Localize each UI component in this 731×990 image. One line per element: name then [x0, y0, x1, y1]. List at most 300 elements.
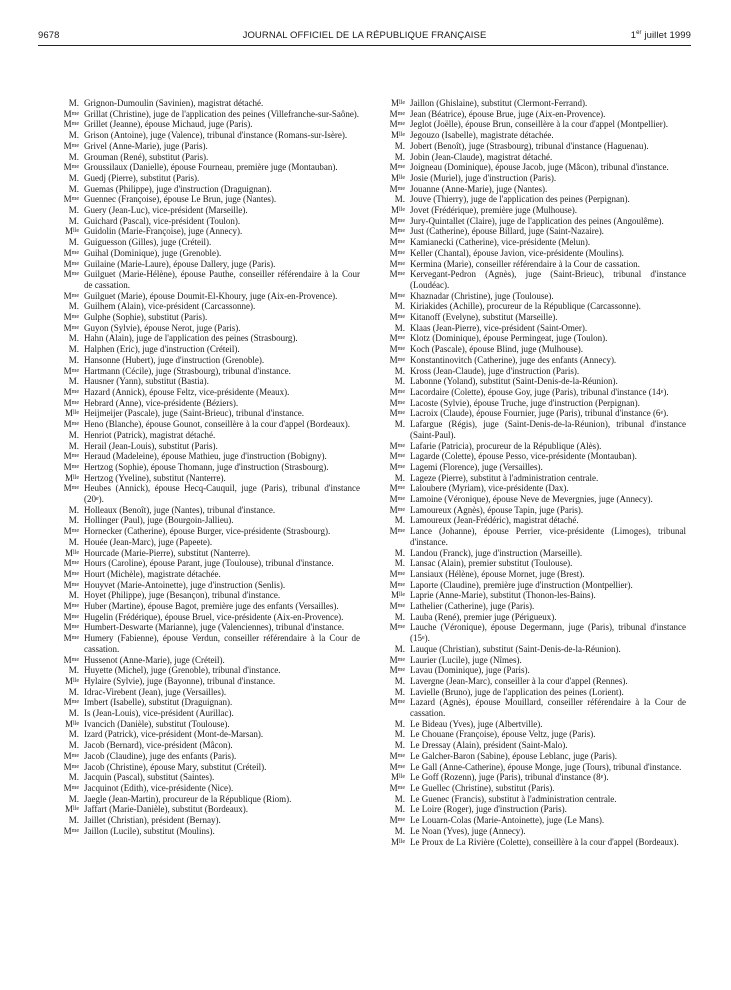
entry-text: Laporte (Claudine), première juge d'instruction (Montpellier).	[410, 579, 633, 590]
entry-text: Guilguet (Marie), épouse Doumit-El-Khoury, juge (Aix-en-Provence).	[84, 290, 338, 301]
list-item	[386, 729, 686, 740]
civility: $M^{me}$	[63, 783, 79, 793]
entry-text: Guyon (Sylvie), épouse Nerot, juge (Paris).	[84, 322, 241, 333]
entry-text: Hausner (Yann), substitut (Bastia).	[84, 376, 209, 387]
list-item	[386, 505, 686, 516]
civility: $M^{me}$	[389, 183, 405, 194]
civility: M.	[68, 205, 79, 216]
civility: $M^{me}$	[63, 386, 79, 397]
entry-text: Lamoine (Véronique), épouse Neve de Mevergnies, juge (Annecy).	[410, 494, 653, 505]
civility: $M^{me}$	[389, 568, 405, 579]
entry-text: Kervegant-Pedron (Agnès), juge (Saint-Brieuc), tribunal d'instance (Loudéac).	[410, 269, 686, 290]
entry-text: Le Bideau (Yves), juge (Albertville).	[410, 718, 543, 729]
entry-text: Jacob (Bernard), vice-président (Mâcon).	[84, 740, 233, 751]
civility: $M^{me}$	[63, 579, 79, 590]
civility: $M^{me}$	[389, 483, 405, 494]
entry-text: Guilaine (Marie-Laure), épouse Dallery, juge (Paris).	[84, 258, 276, 269]
list-item	[60, 558, 360, 569]
entry-text: Kamianecki (Catherine), vice-présidente (Melun).	[410, 237, 591, 248]
civility: $M^{me}$	[389, 258, 405, 269]
list-item	[60, 398, 360, 409]
civility: $M^{me}$	[63, 761, 79, 772]
list-item	[60, 430, 360, 441]
list-item	[386, 794, 686, 805]
entry-text: Grillat (Christine), juge de l'application des peines (Villefranche-sur-Saône).	[84, 108, 360, 119]
list-item	[60, 376, 360, 387]
list-item	[386, 783, 686, 794]
list-item	[386, 751, 686, 762]
civility: M.	[394, 151, 405, 162]
list-item	[60, 355, 360, 366]
civility: $M^{me}$	[389, 526, 405, 537]
list-item	[386, 269, 686, 290]
civility: $M^{me}$	[389, 440, 405, 451]
entry-text: Lauque (Christian), substitut (Saint-Denis-de-la-Réunion).	[410, 643, 621, 654]
civility: $M^{lle}$	[64, 408, 79, 419]
civility: $M^{me}$	[389, 344, 405, 355]
list-item	[60, 130, 360, 141]
list-item	[60, 141, 360, 152]
civility: $M^{me}$	[389, 397, 405, 408]
entry-text: Imbert (Isabelle), substitut (Draguignan).	[84, 697, 233, 708]
entry-text: Le Galcher-Baron (Sabine), épouse Leblanc, juge (Paris).	[410, 750, 617, 761]
entry-text: Le Proux de La Rivière (Colette), conseillère à la cour d'appel (Bordeaux).	[410, 836, 679, 847]
entry-text: Le Goff (Rozenn), juge (Paris), tribunal d'instance (8e).	[410, 772, 609, 783]
entry-text: Lazard (Agnès), épouse Mouillard, conseiller référendaire à la Cour de cassation.	[410, 697, 686, 719]
list-item	[386, 152, 686, 163]
civility: M.	[68, 151, 79, 162]
list-item	[386, 419, 686, 440]
list-item	[386, 291, 686, 302]
civility: $M^{me}$	[389, 494, 405, 505]
entry-text: Jacquinot (Edith), vice-présidente (Nice).	[84, 783, 234, 793]
entry-text: Lavau (Dominique), juge (Paris).	[410, 665, 530, 676]
list-item	[60, 612, 360, 623]
entry-text: Is (Jean-Louis), vice-président (Aurillac).	[84, 708, 234, 719]
entry-text: Jaillon (Ghislaine), substitut (Clermont-Ferrand).	[410, 98, 588, 108]
list-item	[60, 548, 360, 559]
civility: M.	[394, 322, 405, 333]
list-item	[60, 291, 360, 302]
entry-text: Guiguesson (Gilles), juge (Créteil).	[84, 237, 212, 248]
civility: $M^{me}$	[389, 654, 405, 665]
civility: M.	[394, 365, 405, 376]
list-item	[386, 697, 686, 718]
civility: $M^{lle}$	[64, 718, 79, 729]
entry-text: Groussilaux (Danielle), épouse Fourneau, première juge (Montauban).	[84, 162, 338, 173]
list-item	[386, 162, 686, 173]
list-item	[60, 708, 360, 719]
entry-text: Heno (Blanche), épouse Gounot, conseillère à la cour d'appel (Bordeaux).	[84, 419, 351, 430]
entry-text: Guichard (Pascal), vice-président (Toulon).	[84, 215, 241, 226]
entry-text: Hebrard (Anne), vice-présidente (Béziers).	[84, 397, 239, 408]
civility: M.	[68, 815, 79, 826]
entry-text: Lavergne (Jean-Marc), conseiller à la cour d'appel (Rennes).	[410, 675, 628, 686]
entry-text: Jacob (Christine), épouse Mary, substitut (Créteil).	[84, 761, 267, 772]
civility: M.	[68, 708, 79, 719]
entry-text: Jouanne (Anne-Marie), juge (Nantes).	[410, 183, 548, 194]
list-item	[60, 826, 360, 837]
entry-text: Jovet (Frédérique), première juge (Mulhouse).	[410, 205, 577, 216]
entry-text: Houée (Jean-Marc), juge (Papeete).	[84, 536, 213, 547]
list-item	[386, 119, 686, 130]
civility: $M^{me}$	[63, 397, 79, 408]
entry-text: Lacroix (Claude), épouse Fournier, juge (Paris), tribunal d'instance (6e).	[410, 408, 669, 419]
civility: $M^{me}$	[389, 386, 405, 397]
entry-text: Le Chouane (Françoise), épouse Veltz, juge (Paris).	[410, 729, 596, 740]
civility: M.	[68, 130, 79, 141]
civility: $M^{me}$	[389, 247, 405, 258]
list-item	[60, 237, 360, 248]
list-item	[60, 462, 360, 473]
civility: $M^{lle}$	[64, 472, 79, 483]
civility: $M^{me}$	[63, 194, 79, 205]
list-item	[386, 719, 686, 730]
civility: $M^{me}$	[63, 461, 79, 472]
list-item	[386, 462, 686, 473]
entry-text: Jaillet (Christian), président (Bernay).	[84, 815, 221, 826]
civility: M.	[68, 301, 79, 312]
entry-text: Jacob (Claudine), juge des enfants (Paris).	[84, 750, 237, 761]
list-item	[386, 408, 686, 419]
list-item	[60, 205, 360, 216]
list-item	[60, 676, 360, 687]
civility: $M^{me}$	[389, 622, 405, 633]
civility: M.	[68, 215, 79, 226]
civility: M.	[394, 376, 405, 387]
civility: $M^{me}$	[63, 654, 79, 665]
entry-text: Herail (Jean-Louis), substitut (Paris).	[84, 440, 218, 451]
list-item	[60, 580, 360, 591]
list-item	[60, 505, 360, 516]
list-item	[386, 333, 686, 344]
list-item	[386, 590, 686, 601]
civility: M.	[68, 729, 79, 740]
entry-text: Labonne (Yoland), substitut (Saint-Denis-de-la-Réunion).	[410, 376, 618, 387]
civility: $M^{me}$	[389, 815, 405, 826]
civility: $M^{me}$	[63, 697, 79, 708]
entry-text: Jaegle (Jean-Martin), procureur de la République (Riom).	[84, 793, 292, 804]
list-item	[386, 184, 686, 195]
page-number: 9678	[38, 30, 60, 41]
civility: $M^{me}$	[63, 633, 79, 644]
civility: $M^{me}$	[389, 579, 405, 590]
entry-text: Hornecker (Catherine), épouse Burger, vice-présidente (Strasbourg).	[84, 526, 331, 537]
entry-text: Heraud (Madeleine), épouse Mathieu, juge d'instruction (Bobigny).	[84, 451, 327, 462]
list-item	[386, 676, 686, 687]
list-item	[386, 740, 686, 751]
list-item	[386, 312, 686, 323]
civility: $M^{me}$	[63, 825, 79, 836]
civility: M.	[394, 301, 405, 312]
entry-text: Guilhem (Alain), vice-président (Carcassonne).	[84, 301, 256, 312]
list-item	[60, 248, 360, 259]
entry-text: Kitanoff (Evelyne), substitut (Marseille).	[410, 312, 558, 323]
civility: M.	[68, 665, 79, 676]
entry-text: Lagemi (Florence), juge (Versailles).	[410, 461, 543, 472]
entry-text: Lance (Johanne), épouse Perrier, vice-présidente (Limoges), tribunal d'instance.	[410, 526, 686, 547]
list-item	[386, 762, 686, 773]
entry-text: Lauba (René), premier juge (Périgueux).	[410, 611, 557, 622]
entry-text: Hugelin (Frédérique), épouse Bruel, vice-présidente (Aix-en-Provence).	[84, 611, 344, 622]
entry-text: Humbert-Deswarte (Marianne), juge (Valenciennes), tribunal d'instance.	[84, 622, 345, 633]
civility: $M^{lle}$	[64, 226, 79, 237]
civility: $M^{me}$	[389, 451, 405, 462]
civility: $M^{lle}$	[390, 772, 405, 783]
civility: $M^{me}$	[389, 461, 405, 472]
entry-text: Hartmann (Cécile), juge (Strasbourg), tribunal d'instance.	[84, 365, 291, 376]
civility: M.	[68, 515, 79, 526]
civility: $M^{me}$	[389, 761, 405, 772]
civility: M.	[68, 237, 79, 248]
list-item	[386, 548, 686, 559]
entry-text: Klaas (Jean-Pierre), vice-président (Saint-Omer).	[410, 322, 588, 333]
header-rule	[38, 45, 691, 46]
list-item	[60, 366, 360, 377]
list-item	[386, 376, 686, 387]
civility: M.	[68, 183, 79, 194]
civility: $M^{lle}$	[390, 590, 405, 601]
civility: M.	[394, 472, 405, 483]
entry-text: Hazard (Annick), épouse Feltz, vice-présidente (Meaux).	[84, 386, 290, 397]
list-item	[386, 526, 686, 547]
civility: M.	[68, 98, 79, 108]
civility: M.	[68, 504, 79, 515]
civility: $M^{me}$	[389, 226, 405, 237]
civility: M.	[68, 354, 79, 365]
civility: M.	[394, 558, 405, 569]
entry-text: Grouman (René), substitut (Paris).	[84, 151, 209, 162]
civility: $M^{me}$	[63, 611, 79, 622]
civility: $M^{me}$	[389, 333, 405, 344]
civility: $M^{me}$	[389, 354, 405, 365]
list-item	[386, 815, 686, 826]
entry-text: Klotz (Dominique), épouse Permingeat, juge (Toulon).	[410, 333, 608, 344]
list-item	[386, 141, 686, 152]
list-item	[60, 98, 360, 109]
list-item	[386, 98, 686, 109]
list-item	[60, 387, 360, 398]
list-item	[386, 826, 686, 837]
entry-text: Le Guenec (Francis), substitut à l'administration centrale.	[410, 793, 617, 804]
list-item	[386, 580, 686, 591]
list-item	[60, 590, 360, 601]
entry-text: Guihal (Dominique), juge (Grenoble).	[84, 247, 222, 258]
entry-text: Kiriakides (Achille), procureur de la République (Carcassonne).	[410, 301, 641, 312]
list-item	[60, 312, 360, 323]
list-item	[60, 515, 360, 526]
entry-text: Konstantinovitch (Catherine), juge des enfants (Annecy).	[410, 354, 617, 365]
list-item	[386, 248, 686, 259]
list-item	[60, 483, 360, 504]
entry-text: Grivel (Anne-Marie), juge (Paris).	[84, 140, 208, 151]
entry-text: Grillet (Jeanne), épouse Michaud, juge (Paris).	[84, 119, 253, 130]
entry-text: Jacquin (Pascal), substitut (Saintes).	[84, 772, 215, 783]
civility: M.	[68, 772, 79, 783]
list-item	[60, 323, 360, 334]
civility: M.	[394, 825, 405, 836]
civility: $M^{me}$	[389, 237, 405, 248]
entry-text: Jean (Béatrice), épouse Brue, juge (Aix-en-Provence).	[410, 108, 606, 119]
civility: M.	[68, 172, 79, 183]
list-item	[386, 451, 686, 462]
civility: $M^{me}$	[63, 750, 79, 761]
entry-text: Le Guellec (Christine), substitut (Paris).	[410, 783, 555, 793]
list-item	[386, 569, 686, 580]
entry-text: Guennec (Françoise), épouse Le Brun, juge (Nantes).	[84, 194, 277, 205]
civility: M.	[394, 740, 405, 751]
civility: $M^{me}$	[63, 312, 79, 323]
entry-text: Hertzog (Yveline), substitut (Nanterre).	[84, 472, 226, 483]
civility: M.	[394, 804, 405, 815]
civility: $M^{me}$	[389, 408, 405, 419]
entry-text: Jobert (Benoît), juge (Strasbourg), tribunal d'instance (Haguenau).	[410, 140, 649, 151]
civility: $M^{me}$	[389, 697, 405, 708]
civility: M.	[394, 515, 405, 526]
civility: M.	[68, 590, 79, 601]
entry-text: Kross (Jean-Claude), juge d'instruction (Paris).	[410, 365, 580, 376]
civility: M.	[68, 333, 79, 344]
civility: M.	[68, 344, 79, 355]
civility: M.	[394, 675, 405, 686]
civility: $M^{me}$	[389, 601, 405, 612]
list-item	[60, 301, 360, 312]
entry-text: Jobin (Jean-Claude), magistrat détaché.	[410, 151, 553, 162]
list-item	[386, 344, 686, 355]
civility: M.	[394, 419, 405, 430]
civility: $M^{me}$	[389, 290, 405, 301]
entry-text: Humery (Fabienne), épouse Verdun, conseiller référendaire à la Cour de cassation.	[84, 633, 360, 654]
civility: M.	[68, 376, 79, 387]
civility: $M^{lle}$	[390, 130, 405, 141]
civility: $M^{me}$	[63, 322, 79, 333]
entry-text: Keller (Chantal), épouse Javion, vice-présidente (Moulins).	[410, 247, 624, 258]
civility: $M^{me}$	[63, 365, 79, 376]
list-item	[386, 259, 686, 270]
list-item	[386, 205, 686, 216]
entry-text: Lamoureux (Agnès), épouse Tapin, juge (Paris).	[410, 504, 584, 515]
entry-text: Lathelier (Catherine), juge (Paris).	[410, 601, 535, 612]
list-item	[386, 558, 686, 569]
list-item	[60, 451, 360, 462]
list-item	[386, 130, 686, 141]
entry-text: Hoyet (Philippe), juge (Besançon), tribunal d'instance.	[84, 590, 281, 601]
entry-text: Khaznadar (Christine), juge (Toulouse).	[410, 290, 554, 301]
list-item	[60, 109, 360, 120]
list-item	[386, 804, 686, 815]
civility: $M^{me}$	[389, 312, 405, 323]
list-item	[60, 419, 360, 430]
list-item	[60, 665, 360, 676]
entry-text: Idrac-Virebent (Jean), juge (Versailles).	[84, 686, 227, 697]
list-item	[386, 665, 686, 676]
entry-text: Laurier (Lucile), juge (Nîmes).	[410, 654, 522, 665]
civility: $M^{me}$	[63, 558, 79, 569]
entry-text: Le Louarn-Colas (Marie-Antoinette), juge (Le Mans).	[410, 815, 605, 826]
list-item	[60, 569, 360, 580]
list-item	[60, 194, 360, 205]
list-item	[386, 226, 686, 237]
entry-text: Koch (Pascale), épouse Blind, juge (Mulhouse).	[410, 344, 583, 355]
entry-text: Jaffart (Marie-Danièle), substitut (Bordeaux).	[84, 804, 249, 815]
list-item	[60, 762, 360, 773]
entry-text: Jegouzo (Isabelle), magistrate détachée.	[410, 130, 554, 141]
civility: M.	[68, 429, 79, 440]
list-item	[386, 612, 686, 623]
issue-date: 1er juillet 1999	[630, 30, 691, 42]
civility: $M^{me}$	[63, 140, 79, 151]
list-item	[60, 269, 360, 290]
civility: $M^{lle}$	[390, 172, 405, 183]
entry-text: Guidolin (Marie-Françoise), juge (Annecy).	[84, 226, 243, 237]
list-item	[386, 687, 686, 698]
civility: M.	[68, 536, 79, 547]
list-item	[386, 601, 686, 612]
entry-text: Hollinger (Paul), juge (Bourgoin-Jallieu).	[84, 515, 234, 526]
civility: M.	[394, 194, 405, 205]
list-item	[386, 109, 686, 120]
civility: $M^{me}$	[63, 247, 79, 258]
list-item	[60, 226, 360, 237]
entry-text: Le Dressay (Alain), président (Saint-Malo).	[410, 740, 568, 751]
list-item	[386, 655, 686, 666]
list-item	[386, 622, 686, 643]
list-item	[60, 601, 360, 612]
list-item	[60, 804, 360, 815]
entry-text: Guery (Jean-Luc), vice-président (Marseille).	[84, 205, 248, 216]
page-header	[38, 30, 691, 44]
entry-text: Guilguet (Marie-Hélène), épouse Pauthe, conseiller référendaire à la Cour de cassation.	[84, 269, 360, 290]
entry-text: Jouve (Thierry), juge de l'application des peines (Perpignan).	[410, 194, 630, 205]
entry-text: Lavielle (Bruno), juge de l'application des peines (Lorient).	[410, 686, 624, 697]
list-item	[60, 173, 360, 184]
entry-text: Hertzog (Sophie), épouse Thomann, juge d'instruction (Strasbourg).	[84, 461, 329, 472]
civility: M.	[68, 686, 79, 697]
civility: $M^{me}$	[389, 783, 405, 793]
entry-text: Just (Catherine), épouse Billard, juge (Saint-Nazaire).	[410, 226, 604, 237]
civility: $M^{me}$	[63, 269, 79, 280]
entry-text: Lamoureux (Jean-Frédéric), magistrat détaché.	[410, 515, 579, 526]
list-item	[386, 366, 686, 377]
entry-text: Houyvet (Marie-Antoinette), juge d'instruction (Senlis).	[84, 579, 286, 590]
list-item	[386, 473, 686, 484]
entry-text: Lacordaire (Colette), épouse Goy, juge (Paris), tribunal d'instance (14e).	[410, 386, 669, 397]
entry-text: Le Gall (Anne-Catherine), épouse Monge, juge (Tours), tribunal d'instance.	[410, 761, 682, 772]
civility: $M^{lle}$	[64, 804, 79, 815]
entry-text: Lansac (Alain), premier substitut (Toulouse).	[410, 558, 573, 569]
entry-text: Grison (Antoine), juge (Valence), tribunal d'instance (Romans-sur-Isère).	[84, 130, 348, 141]
civility: $M^{me}$	[63, 601, 79, 612]
journal-title: JOURNAL OFFICIEL DE LA RÉPUBLIQUE FRANÇAISE	[242, 30, 487, 41]
list-item	[386, 173, 686, 184]
list-item	[60, 152, 360, 163]
right-column	[386, 98, 686, 847]
civility: $M^{me}$	[389, 119, 405, 130]
list-item	[60, 687, 360, 698]
entry-text: Landou (Franck), juge d'instruction (Marseille).	[410, 547, 583, 558]
list-item	[60, 259, 360, 270]
list-item	[60, 783, 360, 794]
civility: $M^{me}$	[389, 750, 405, 761]
entry-text: Le Loire (Roger), juge d'instruction (Paris).	[410, 804, 567, 815]
list-item	[386, 323, 686, 334]
entry-text: Guemas (Philippe), juge d'instruction (Draguignan).	[84, 183, 272, 194]
civility: $M^{me}$	[63, 162, 79, 173]
list-item	[60, 719, 360, 730]
entry-text: Huber (Martine), épouse Bagot, première juge des enfants (Versailles).	[84, 601, 339, 612]
civility: $M^{lle}$	[390, 205, 405, 216]
entry-text: Halphen (Eric), juge d'instruction (Créteil).	[84, 344, 240, 355]
